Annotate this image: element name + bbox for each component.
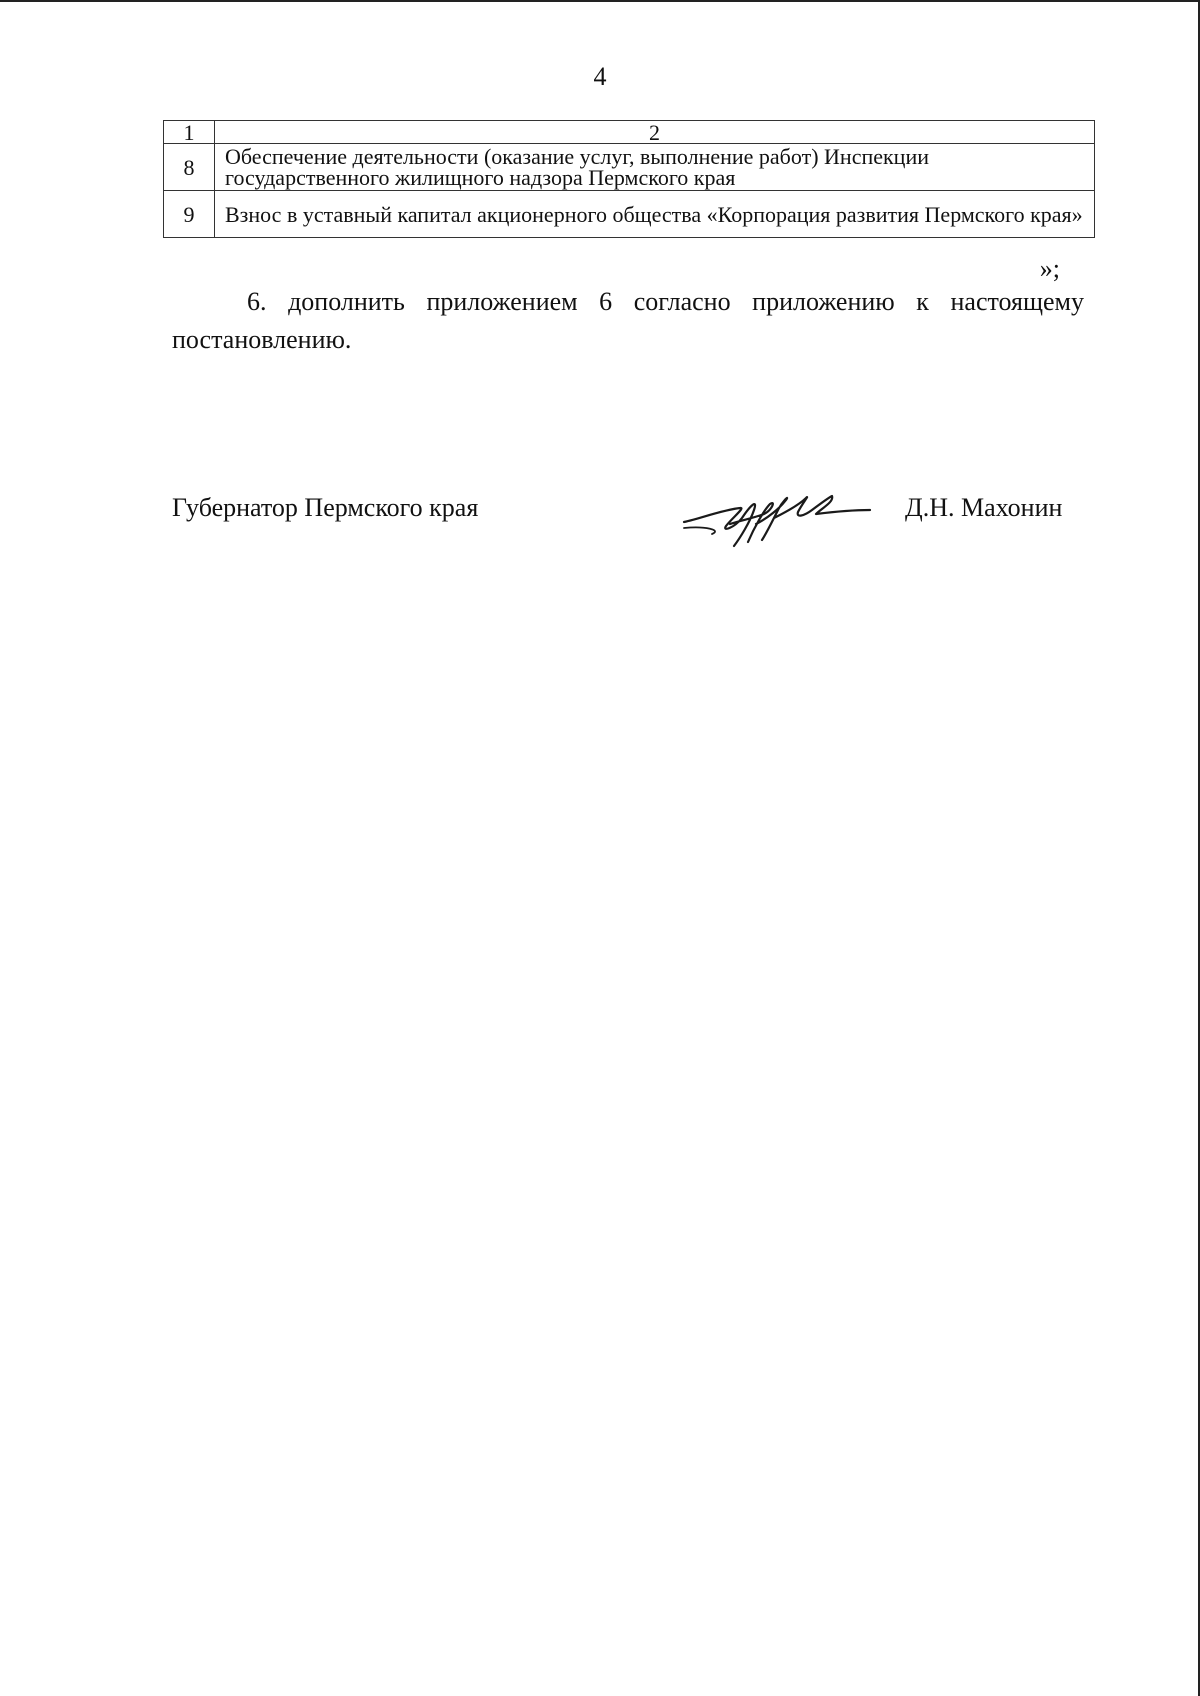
table-row (164, 191, 1095, 238)
handwritten-signature-icon (682, 488, 872, 550)
table-row-text: Обеспечение деятельности (оказание услуг, выполнение работ) Инспекции государственного жилищного надзора Пермского края (215, 144, 1095, 191)
table-row-number: 8 (164, 144, 215, 191)
table-header-cell: 2 (215, 121, 1095, 144)
table-header-row (164, 121, 1095, 144)
table-row-text: Взнос в уставный капитал акционерного общества «Корпорация развития Пермского края» (215, 191, 1095, 238)
items-table (163, 120, 1095, 238)
signatory-name: Д.Н. Махонин (905, 493, 1063, 522)
table-row-number: 9 (164, 191, 215, 238)
body-paragraph: 6. дополнить приложением 6 согласно приложению к настоящему постановлению. (172, 287, 1084, 354)
closing-quote: »; (1039, 254, 1060, 283)
table-header-cell: 1 (164, 121, 215, 144)
signatory-title: Губернатор Пермского края (172, 493, 479, 522)
scan-edge-top (0, 0, 1200, 2)
page-number: 4 (593, 62, 607, 91)
table-row (164, 144, 1095, 191)
